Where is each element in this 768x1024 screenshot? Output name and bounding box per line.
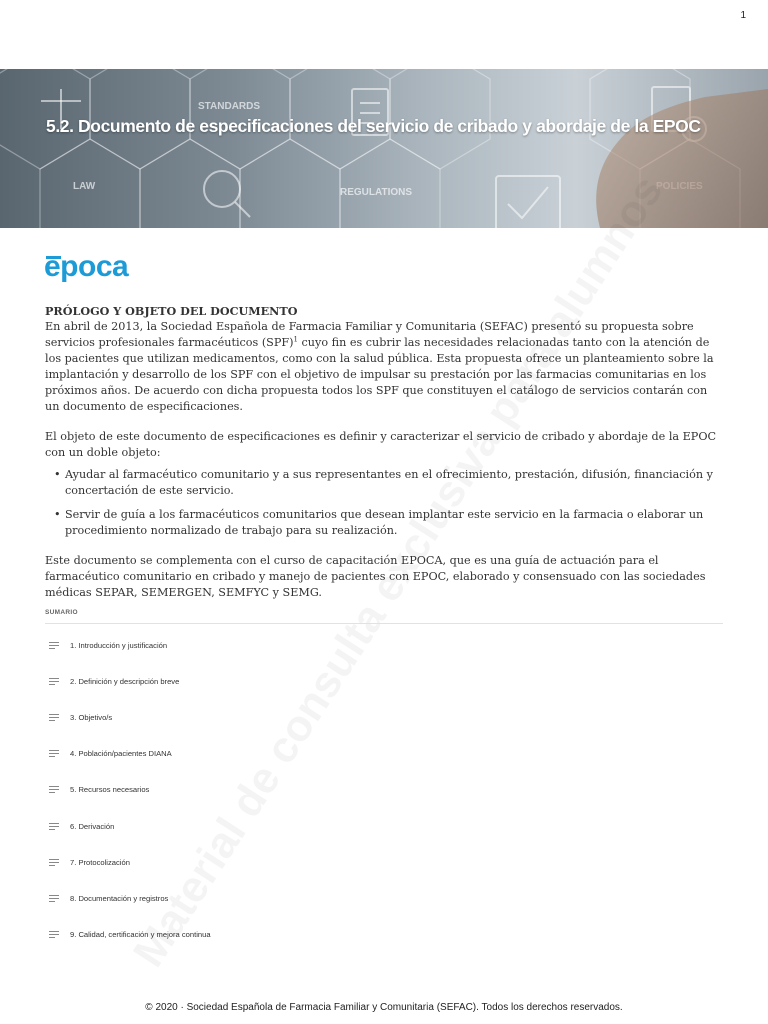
toc-item-label: 8. Documentación y registros (70, 893, 169, 903)
banner-word-regulations: REGULATIONS (340, 187, 413, 198)
list-item: • Ayudar al farmacéutico comunitario y a sus representantes en el ofrecimiento, prestación, difusión, financiación y concertación de este servicio. (65, 467, 725, 499)
banner-hexagon-pattern (0, 69, 768, 228)
intro-section (45, 303, 725, 601)
intro-paragraph-3: Este documento se complementa con el curso de capacitación EPOCA, que es una guía de actuación para el farmacéutico comunitario en cribado y manejo de pacientes con EPOC, elaborado y consensuado con las sociedades médicas SEPAR, SEMERGEN, SEMFYC y SEMG. (45, 554, 706, 599)
toc-item[interactable] (49, 783, 149, 797)
toc-item[interactable] (49, 819, 114, 833)
text-lines-icon (49, 822, 59, 831)
objectives-list (65, 467, 725, 539)
toc-item-label: 3. Objetivo/s (70, 712, 113, 722)
page-number: 1 (740, 10, 746, 21)
toc-item-label: 5. Recursos necesarios (70, 785, 150, 795)
banner-word-law: LAW (73, 181, 96, 192)
table-of-contents (45, 609, 723, 624)
header-banner (0, 69, 768, 228)
toc-item[interactable] (49, 747, 172, 761)
text-lines-icon (49, 677, 59, 686)
text-lines-icon (49, 858, 59, 867)
text-lines-icon (49, 749, 59, 758)
sumario-label: SUMARIO (45, 609, 78, 616)
banner-word-standards: STANDARDS (198, 101, 261, 112)
toc-item[interactable] (49, 928, 211, 942)
text-lines-icon (49, 930, 59, 939)
intro-paragraph-1: En abril de 2013, la Sociedad Española de Farmacia Familiar y Comunitaria (SEFAC) presentó su propuesta sobre servicios profesionales farmacéuticos (SPF)$^1$ cuyo fin es cubrir las necesidades relacionadas tanto con la atención de los pacientes que utilizan medicamentos, como con la salud pública. Esta propuesta ofrece un planteamiento sobre la implantación y desarrollo de los SPF con el objetivo de impulsar su prestación por las farmacias comunitarias en los próximos años. De acuerdo con dicha propuesta todos los SPF que constituyen el catálogo de servicios contarán con un documento de especificaciones. (45, 320, 714, 413)
footnote-ref[interactable]: 1 (293, 335, 298, 344)
toc-item-label: 1. Introducción y justificación (70, 640, 168, 650)
intro-paragraph-2: El objeto de este documento de especificaciones es definir y caracterizar el servicio de cribado y abordaje de la EPOC con un doble objeto: (45, 430, 717, 459)
list-item: • Servir de guía a los farmacéuticos comunitarios que desean implantar este servicio en la farmacia o elaborar un procedimiento normalizado de trabajo para su realización. (65, 507, 725, 539)
text-lines-icon (49, 894, 59, 903)
divider (45, 623, 723, 624)
epoca-logo: epoca (44, 250, 129, 283)
toc-item-label: 6. Derivación (70, 821, 115, 831)
toc-item[interactable] (49, 855, 130, 869)
intro-heading: PRÓLOGO Y OBJETO DEL DOCUMENTO (45, 304, 298, 318)
footer-copyright: © 2020 · Sociedad Española de Farmacia Familiar y Comunitaria (SEFAC). Todos los derechos reservados. (145, 1002, 623, 1013)
toc-item[interactable] (49, 638, 167, 652)
text-lines-icon (49, 641, 59, 650)
toc-item[interactable] (49, 891, 168, 905)
text-lines-icon (49, 785, 59, 794)
text-lines-icon (49, 713, 59, 722)
toc-item-label: 4. Población/pacientes DIANA (70, 749, 172, 759)
toc-item-label: 9. Calidad, certificación y mejora continua (70, 930, 211, 940)
toc-item-label: 2. Definición y descripción breve (70, 676, 180, 686)
toc-item[interactable] (49, 674, 179, 688)
toc-item-label: 7. Protocolización (70, 857, 130, 867)
toc-item[interactable] (49, 710, 112, 724)
page-title: 5.2. Documento de especificaciones del servicio de cribado y abordaje de la EPOC (46, 116, 701, 136)
